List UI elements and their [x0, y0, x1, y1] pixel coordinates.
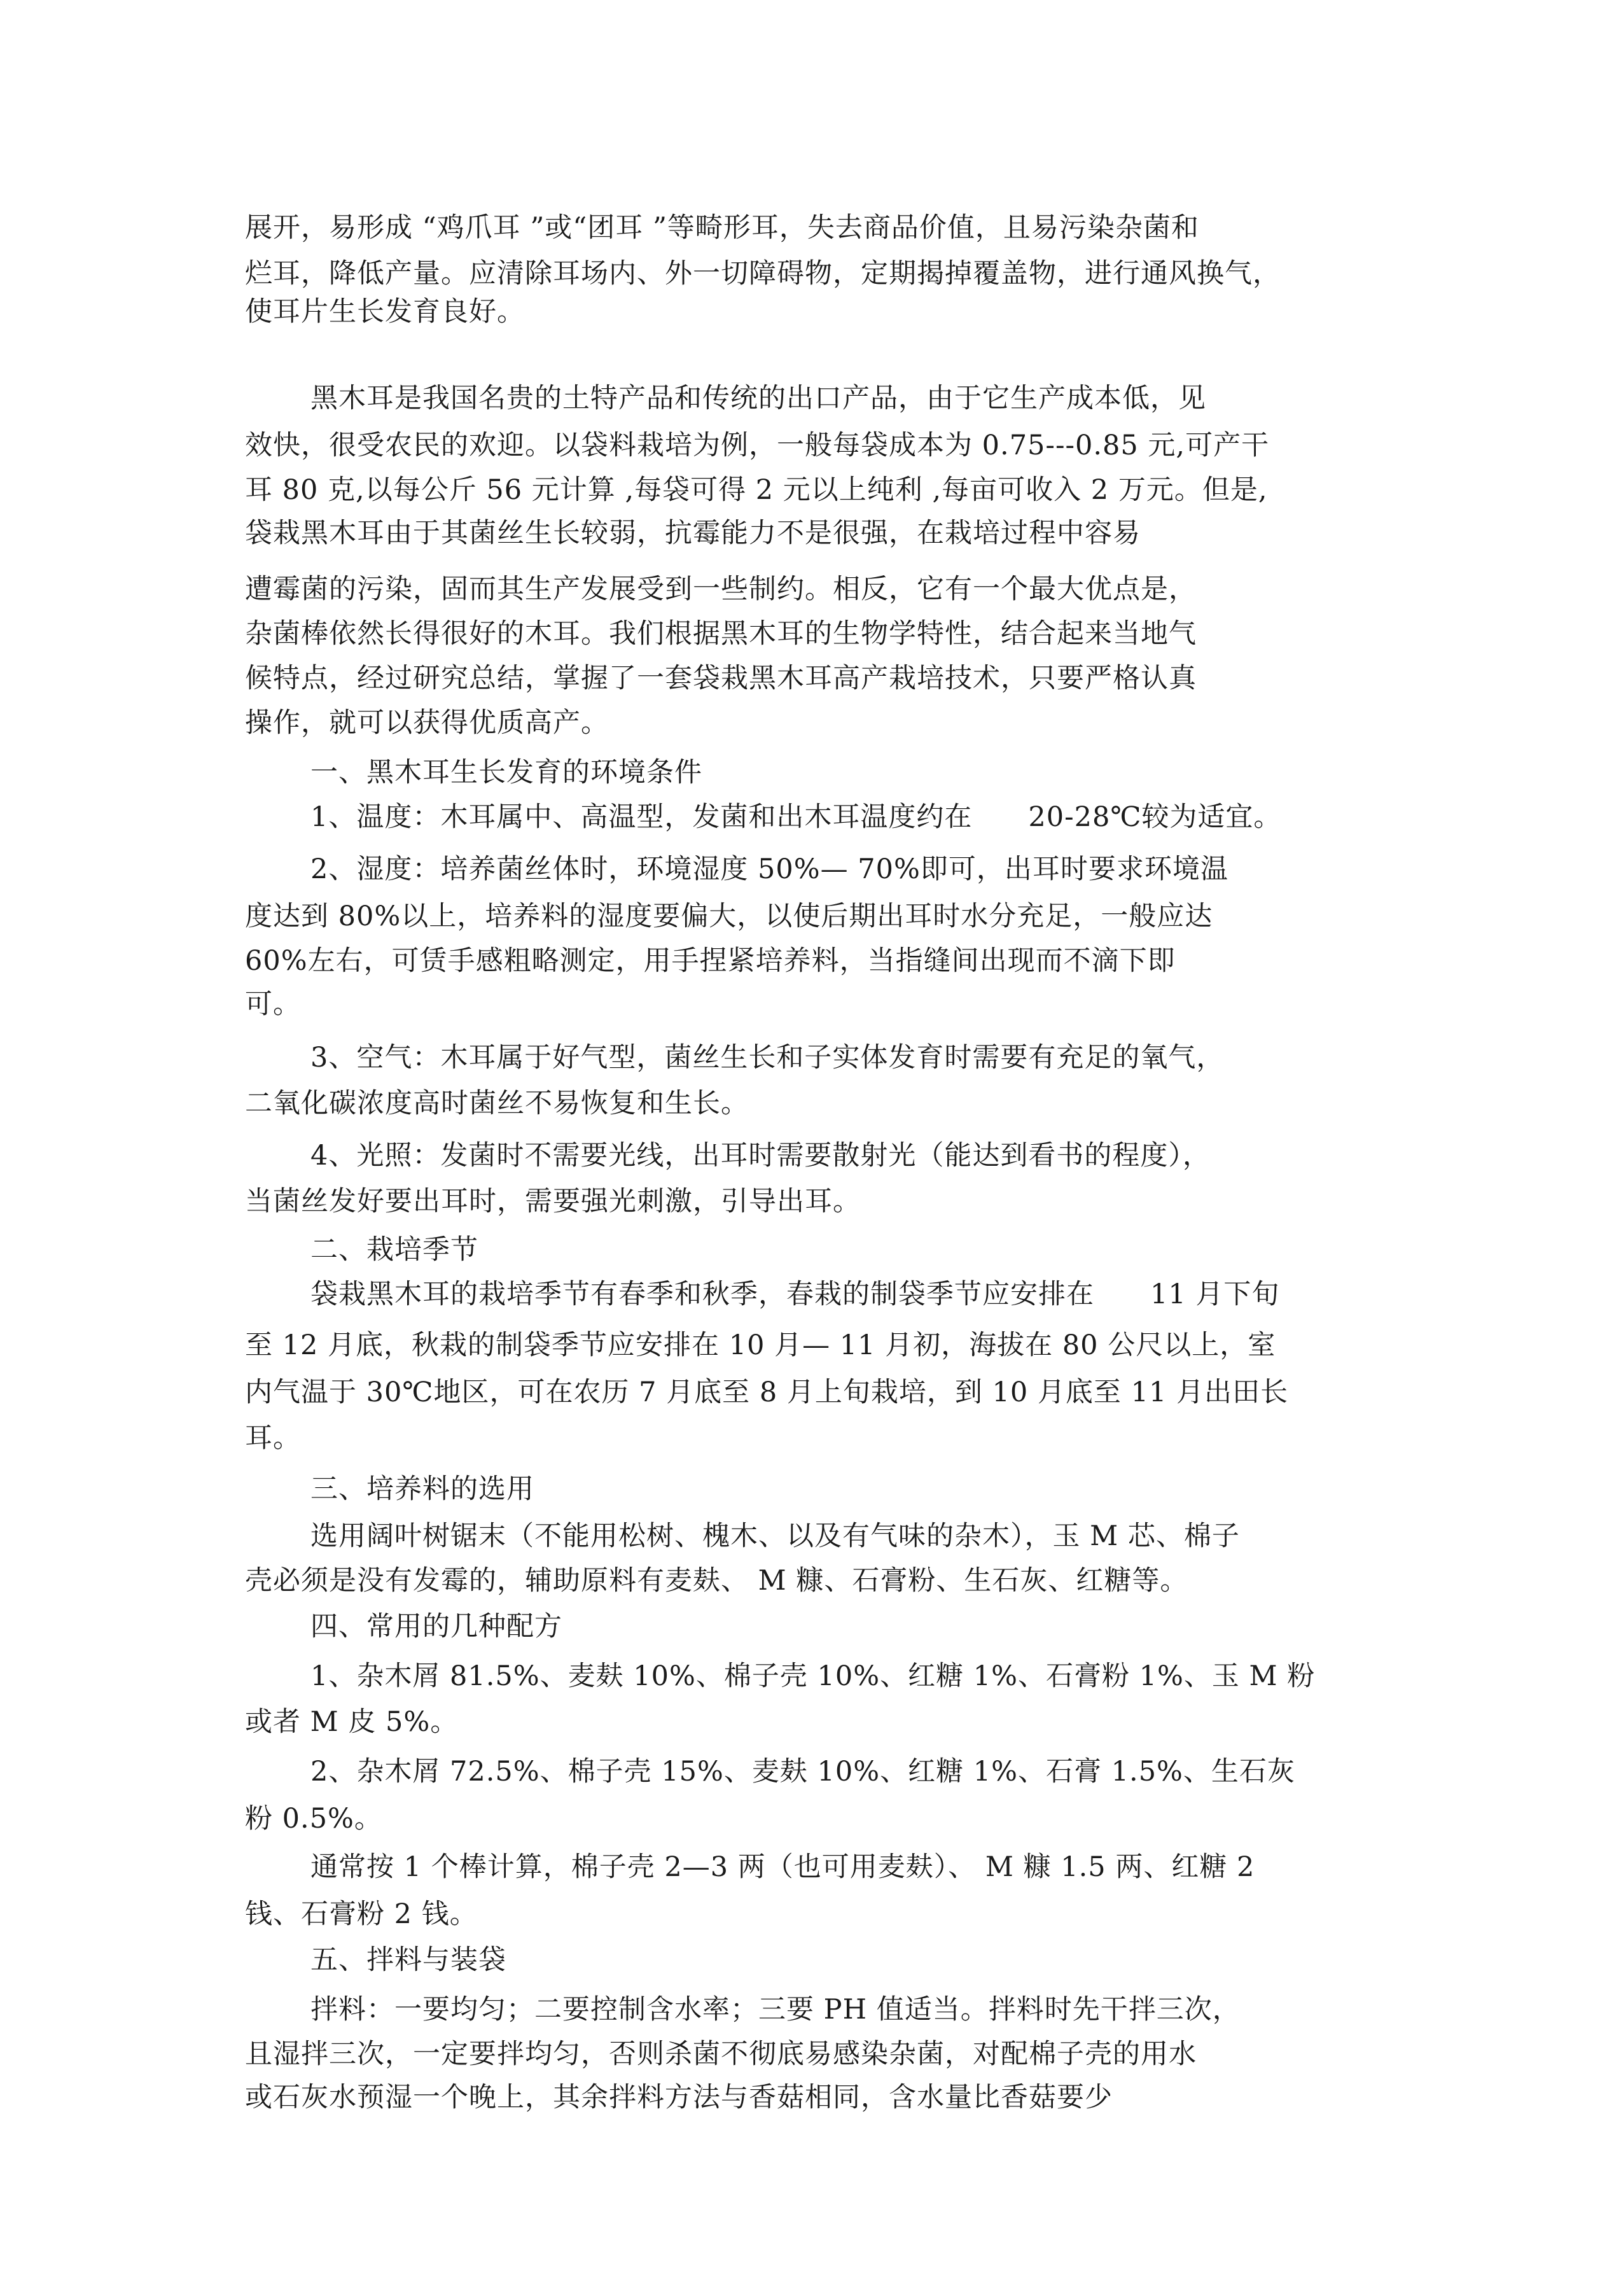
text-line: 烂耳，降低产量。应清除耳场内、外一切障碍物，定期揭掉覆盖物，进行通风换气， — [245, 258, 1281, 290]
text-line: 或石灰水预湿一个晚上，其余拌料方法与香菇相同，含水量比香菇要少 — [245, 2082, 1113, 2113]
text-line: 二氧化碳浓度高时菌丝不易恢复和生长。 — [245, 1088, 749, 1119]
text-line: 候特点，经过研究总结，掌握了一套袋栽黑木耳高产栽培技术，只要严格认真 — [245, 662, 1197, 694]
text-line: 当菌丝发好要出耳时，需要强光刺激，引导出耳。 — [245, 1186, 861, 1217]
text-line: 效快，很受农民的欢迎。以袋料栽培为例，一般每袋成本为 0.75---0.85 元,可产干 — [245, 430, 1270, 461]
text-line: 或者 M 皮 5%。 — [245, 1706, 459, 1738]
text-line: 2、杂木屑 72.5%、棉子壳 15%、麦麸 10%、红糖 1%、石膏 1.5%、生石灰 — [310, 1756, 1295, 1788]
text-line: 60%左右，可赁手感粗略测定，用手捏紧培养料，当指缝间出现而不滴下即 — [245, 945, 1176, 977]
text-line: 至 12 月底，秋栽的制袋季节应安排在 10 月— 11 月初，海拔在 80 公尺以上，室 — [245, 1329, 1276, 1361]
text-line: 4、光照：发菌时不需要光线，出耳时需要散射光（能达到看书的程度）， — [310, 1140, 1211, 1172]
text-line: 2、湿度：培养菌丝体时，环境湿度 50%— 70%即可，出耳时要求环境温 — [310, 853, 1228, 885]
text-line: 袋栽黑木耳由于其菌丝生长较弱，抗霉能力不是很强，在栽培过程中容易 — [245, 517, 1141, 549]
section-heading: 二、栽培季节 — [310, 1234, 478, 1266]
text-line: 耳 80 克,以每公斤 56 元计算 ,每袋可得 2 元以上纯利 ,每亩可收入 2 万元。但是, — [245, 474, 1268, 506]
section-heading: 一、黑木耳生长发育的环境条件 — [310, 757, 702, 788]
text-line: 黑木耳是我国名贵的土特产品和传统的出口产品，由于它生产成本低，见 — [310, 382, 1206, 414]
text-line: 选用阔叶树锯末（不能用松树、槐木、以及有气味的杂木），玉 M 芯、棉子 — [310, 1520, 1240, 1552]
text-line: 可。 — [245, 988, 301, 1020]
text-line: 通常按 1 个棒计算，棉子壳 2—3 两（也可用麦麸）、 M 糠 1.5 两、红糖 2 — [310, 1851, 1255, 1883]
text-line: 拌料：一要均匀；二要控制含水率；三要 PH 值适当。拌料时先干拌三次， — [310, 1994, 1241, 2026]
text-line: 袋栽黑木耳的栽培季节有春季和秋季，春栽的制袋季节应安排在 11 月下旬 — [310, 1278, 1280, 1310]
text-line: 遭霉菌的污染，固而其生产发展受到一些制约。相反，它有一个最大优点是， — [245, 573, 1197, 605]
text-line: 度达到 80%以上，培养料的湿度要偏大，以使后期出耳时水分充足，一般应达 — [245, 900, 1213, 932]
section-heading: 四、常用的几种配方 — [310, 1611, 562, 1642]
text-line: 1、杂木屑 81.5%、麦麸 10%、棉子壳 10%、红糖 1%、石膏粉 1%、玉 M 粉 — [310, 1660, 1316, 1692]
text-line: 壳必须是没有发霉的，辅助原料有麦麸、 M 糠、石膏粉、生石灰、红糖等。 — [245, 1565, 1188, 1597]
text-line: 耳。 — [245, 1422, 301, 1454]
text-line: 钱、石膏粉 2 钱。 — [245, 1898, 478, 1930]
text-line: 操作，就可以获得优质高产。 — [245, 707, 609, 739]
section-heading: 三、培养料的选用 — [310, 1473, 534, 1505]
text-line: 杂菌棒依然长得很好的木耳。我们根据黑木耳的生物学特性，结合起来当地气 — [245, 618, 1197, 650]
text-line: 3、空气：木耳属于好气型，菌丝生长和子实体发育时需要有充足的氧气， — [310, 1042, 1225, 1074]
text-line: 内气温于 30℃地区，可在农历 7 月底至 8 月上旬栽培，到 10 月底至 11 月出田长 — [245, 1376, 1288, 1408]
text-line: 粉 0.5%。 — [245, 1803, 382, 1835]
text-line: 1、温度：木耳属中、高温型，发菌和出木耳温度约在 20-28℃较为适宜。 — [310, 801, 1282, 833]
text-line: 展开，易形成 “鸡爪耳 ”或“团耳 ”等畸形耳，失去商品价值，且易污染杂菌和 — [245, 212, 1199, 244]
text-line: 且湿拌三次，一定要拌均匀，否则杀菌不彻底易感染杂菌，对配棉子壳的用水 — [245, 2038, 1197, 2070]
section-heading: 五、拌料与装袋 — [310, 1944, 506, 1976]
text-line: 使耳片生长发育良好。 — [245, 296, 525, 328]
